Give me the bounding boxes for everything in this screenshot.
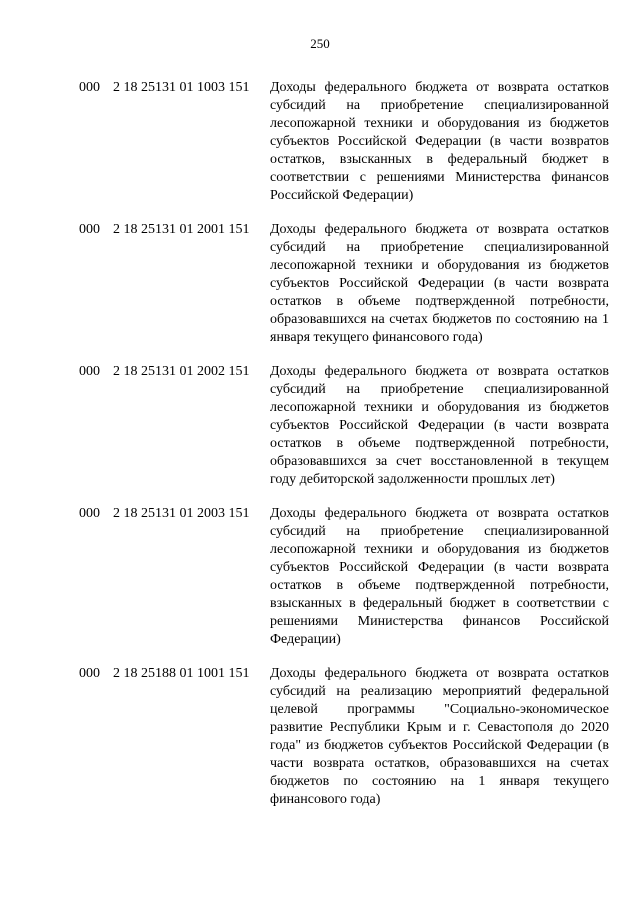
income-description: Доходы федерального бюджета от возврата остатков субсидий на приобретение специализированной лесопожарной техники и оборудования из бюджетов субъектов Российской Федерации (в части возврата остатков в объеме подтвержденной потребности, образовавшихся за счет восстановленной в текущем году дебиторской задолженности прошлых лет) [270, 364, 609, 487]
admin-code: 000 [79, 666, 100, 681]
table-row [0, 79, 640, 205]
budget-classification-code: 2 18 25188 01 1001 151 [113, 666, 250, 681]
admin-code: 000 [79, 222, 100, 237]
table-row [0, 665, 640, 809]
budget-code-table [0, 79, 640, 825]
budget-classification-code: 2 18 25131 01 2003 151 [113, 506, 250, 521]
income-description: Доходы федерального бюджета от возврата остатков субсидий на приобретение специализированной лесопожарной техники и оборудования из бюджетов субъектов Российской Федерации (в части возвратов остатков, взысканных в федеральный бюджет в соответствии с решениями Министерства финансов Российской Федерации) [270, 80, 609, 203]
table-row [0, 363, 640, 489]
admin-code: 000 [79, 80, 100, 95]
admin-code: 000 [79, 364, 100, 379]
page-number: 250 [310, 36, 330, 51]
table-row [0, 505, 640, 649]
budget-classification-code: 2 18 25131 01 1003 151 [113, 80, 250, 95]
budget-classification-code: 2 18 25131 01 2002 151 [113, 364, 250, 379]
income-description: Доходы федерального бюджета от возврата остатков субсидий на приобретение специализированной лесопожарной техники и оборудования из бюджетов субъектов Российской Федерации (в части возврата остатков в объеме подтвержденной потребности, образовавшихся на счетах бюджетов по состоянию на 1 января текущего финансового года) [270, 222, 609, 345]
budget-classification-code: 2 18 25131 01 2001 151 [113, 222, 250, 237]
income-description: Доходы федерального бюджета от возврата остатков субсидий на реализацию мероприятий федеральной целевой программы "Социально-экономическое развитие Республики Крым и г. Севастополя до 2020 года" из бюджетов субъектов Российской Федерации (в части возврата остатков, образовавшихся на счетах бюджетов по состоянию на 1 января текущего финансового года) [270, 666, 609, 807]
admin-code: 000 [79, 506, 100, 521]
table-row [0, 221, 640, 347]
income-description: Доходы федерального бюджета от возврата остатков субсидий на приобретение специализированной лесопожарной техники и оборудования из бюджетов субъектов Российской Федерации (в части возврата остатков в объеме подтвержденной потребности, взысканных в федеральный бюджет в соответствии с решениями Министерства финансов Российской Федерации) [270, 506, 609, 647]
